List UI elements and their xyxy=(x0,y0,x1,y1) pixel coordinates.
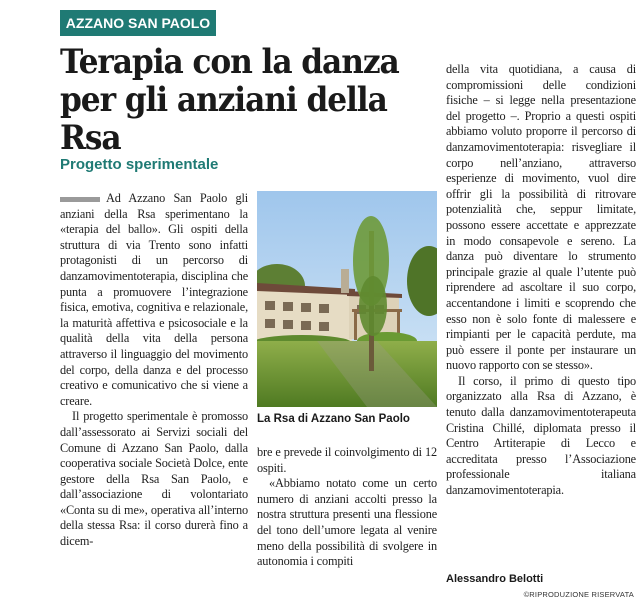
paragraph-text: Ad Azzano San Paolo gli anziani della Rsa sperimentano la «terapia del ballo». Gli ospiti della struttura di via Trento sono infatti protagonisti di un percorso di danzamovimentoterapia, disciplina che punta a promuovere l’integrazione fisica, emotiva, cognitiva e relazionale, la maturità affettiva e psicosociale e la qualità della vita della persona attraverso il linguaggio del movimento del corpo, della danza e del processo creativo e comunicativo che si viene a creare. xyxy=(60,191,248,408)
paragraph: Il corso, il primo di questo tipo organizzato alla Rsa di Azzano, è tenuto dalla danzamovimentoterapeuta Cristina Chillé, diplomata presso il Centro Artiterapie di Lecco e accreditata presso l’Associazione professionale italiana danzamovimentoterapia. xyxy=(446,373,636,498)
paragraph: della vita quotidiana, a causa di compromissioni delle condizioni fisiche – si legge nella presentazione del progetto –. Proprio a questi ospiti abbiamo voluto proporre il percorso di danzamovimentoterapia: risvegliare il corpo nell’anziano, attraverso esperienze di movimento, vuol dire offrir gli la possibilità di ritrovare potenzialità che, seppur limitate, possono essere accettate e apprezzate in modo consapevole e sereno. La danza può diventare lo strumento principale grazie al quale l’utente può riprendere ad ascoltare il suo corpo, accentandone i limiti e scoprendo che esso non è solo fonte di malessere e rimpianti per le capacità perdute, ma può essere il ponte per instaurare un nuovo rapporto con se stesso». xyxy=(446,62,636,373)
article-photo xyxy=(257,191,437,407)
section-tag: AZZANO SAN PAOLO xyxy=(60,10,216,36)
photo-caption: La Rsa di Azzano San Paolo xyxy=(257,413,410,425)
rsa-building-image xyxy=(257,191,437,407)
article-column-3 xyxy=(446,62,636,499)
headline: Terapia con la danza per gli anziani della Rsa xyxy=(60,42,399,158)
subhead: Progetto sperimentale xyxy=(60,156,219,173)
article-column-2 xyxy=(257,445,437,570)
copyright-notice: ©RIPRODUZIONE RISERVATA xyxy=(523,590,634,599)
paragraph: «Abbiamo notato come un certo numero di anziani accolti presso la nostra struttura presenti una flessione del tono dell’umore legata al venire meno della possibilità di svolgere in autonomia i compiti xyxy=(257,476,437,569)
paragraph: Il progetto sperimentale è promosso dall’assessorato ai Servizi sociali del Comune di Azzano San Paolo, dalla cooperativa sociale Società Dolce, ente gestore della Rsa San Paolo, e dall’associazione di volontariato «Conta su di me», operativa all’interno della stessa Rsa: il corso durerà fino a dicem- xyxy=(60,409,248,549)
author-byline: Alessandro Belotti xyxy=(446,573,544,585)
article-column-1 xyxy=(60,191,248,550)
paragraph: bre e prevede il coinvolgimento di 12 ospiti. xyxy=(257,445,437,475)
paragraph xyxy=(60,191,248,409)
lead-bar xyxy=(60,197,100,202)
